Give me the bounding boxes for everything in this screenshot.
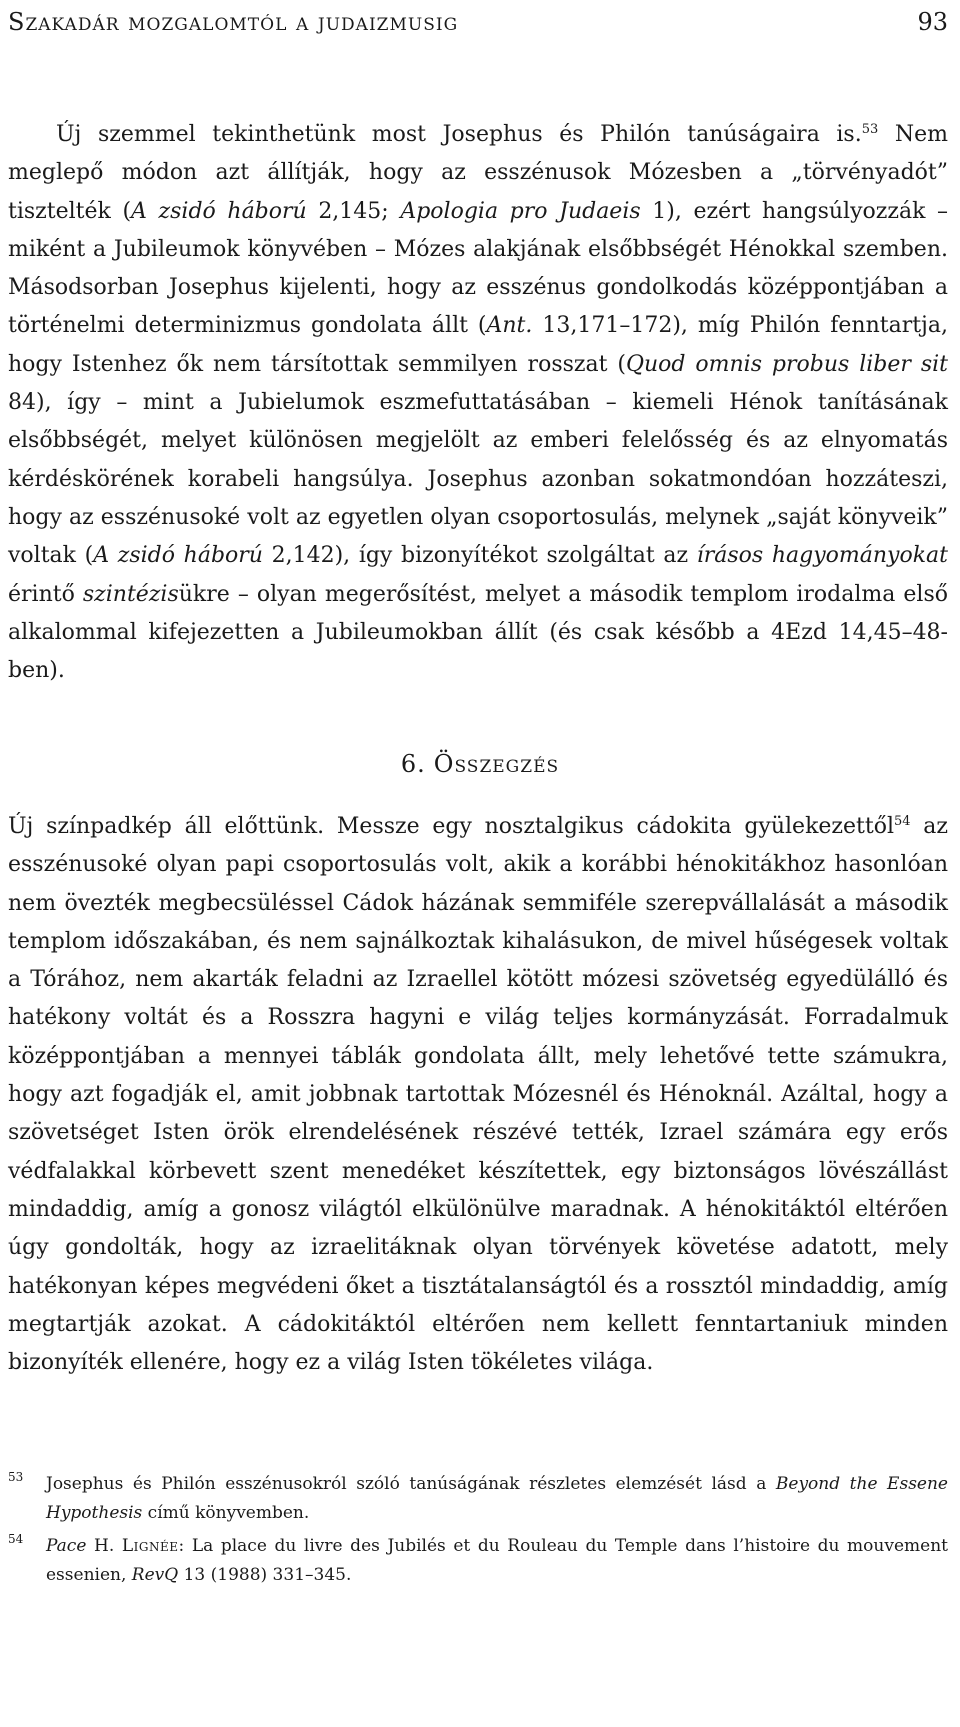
text-run: Új szemmel tekinthetünk most Josephus és Philón tanúságaira is. [56,122,862,147]
footnotes [8,1470,948,1594]
text-run: 1), ezért hangsúlyozzák – miként a Jubileumok könyvében – Mózes alakjának elsőbbségét Hénokkal szemben. Másodsorban Josephus kijelenti, hogy az esszénus gondolkodás középpontjában a történelmi determinizmus gondolata állt ( [8,198,949,339]
footnote-53 [8,1470,948,1528]
text-run: ükre – olyan megerősítést, melyet a második templom irodalma első alkalommal kifejezetten a Jubileumokban állít (és csak később a 4Ezd 14,45–48-ben). [8,581,949,684]
paragraph-summary [8,808,948,1382]
italic-title: Ant. [486,313,533,339]
footnote-text [46,1532,948,1590]
running-head [8,8,948,40]
section-number: 6. [400,750,426,778]
running-title: Szakadár mozgalomtól a judaizmusig [8,8,459,36]
italic-title: RevQ [131,1565,179,1585]
section-heading [0,750,960,778]
section-title: Összegzés [433,750,560,778]
italic-title: Quod omnis probus liber sit [625,351,948,377]
text-run: 84), így – mint a Jubielumok eszmefuttatásában – kiemeli Hénok tanításának elsőbbségét, melyet különösen megjelölt az emberi felelősség és az elnyomatás kérdéskörének korabeli hangsúlya. Josephus azonban sokatmondóan hozzáteszi, hogy az esszénusoké volt az egyetlen olyan csoportosulás, melynek „saját könyveik” voltak ( [8,390,948,569]
italic-term: Pace [46,1536,87,1556]
text-run: H. [86,1536,122,1556]
footnote-ref-53[interactable]: 53 [861,122,879,137]
text-run: 13 (1988) 331–345. [178,1565,352,1585]
footnote-ref-54[interactable]: 54 [894,814,911,829]
text-run: 2,145; [306,198,401,224]
text-run: 13,171–172), míg Philón fenntartja, hogy Istenhez ők nem társítottak semmilyen rosszat ( [8,313,948,377]
italic-title: A zsidó háború [93,543,263,569]
footnote-number: 54 [8,1532,24,1546]
author-name: Lignée [121,1536,179,1556]
italic-term: szintézis [82,581,179,607]
footnote-text [46,1470,948,1528]
text-run: : La place du livre des Jubilés et du Rouleau du Temple dans l’histoire du mouvement essenien, [46,1536,948,1585]
italic-title: A zsidó háború [131,198,307,224]
footnote-number: 53 [8,1470,24,1484]
italic-term: írásos hagyományokat [696,543,949,569]
text-run: című könyvemben. [142,1503,310,1523]
footnote-54 [8,1532,948,1590]
text-run: az esszénusoké olyan papi csoportosulás volt, akik a korábbi hénokitákhoz hasonlóan nem övezték megbecsüléssel Cádok házának semmiféle szerepvállalását a második templom időszakában, és nem sajnálkoztak kihalásukon, de mivel hűségesek voltak a Tórához, nem akarták feladni az Izraellel kötött mózesi szövetség egyedülálló és hatékony voltát és a Rosszra hagyni e világ teljes kormányzását. Forradalmuk középpontjában a mennyei táblák gondolata állt, mely lehetővé tette számukra, hogy azt fogadják el, amit jobbnak tartottak Mózesnél és Hénoknál. Azáltal, hogy a szövetséget Isten örök elrendelésének részévé tették, Izrael számára egy erős védfalakkal körbevett szent menedéket készítettek, egy biztonságos lövészállást mindaddig, amíg a gonosz világtól elkülönülve maradnak. A hénokitáktól eltérően úgy gondolták, hogy az izraelitáknak olyan törvények követése adatott, mely hatékonyan képes megvédeni őket a tisztátalanságtól és a rossztól mindaddig, amíg megtartják azokat. A cádokitáktól eltérően nem kellett fenntartaniuk minden bizonyíték ellenére, hogy ez a világ Isten tökéletes világa. [8,814,948,1376]
text-run: Nem meglepő módon azt állítják, hogy az esszénusok Mózesben a „törvényadót” tisztelték ( [8,122,949,224]
italic-title: Beyond the Essene Hypothesis [46,1474,948,1523]
italic-title: Apologia pro Judaeis [400,198,641,224]
text-run: Új színpadkép áll előttünk. Messze egy nosztalgikus cádokita gyülekezettől [8,814,895,839]
text-run: 2,142), így bizonyítékot szolgáltat az [262,543,697,569]
paragraph-josephus-philon [8,116,948,690]
page-number: 93 [917,8,948,36]
text-run: érintő [8,581,83,607]
text-run: Josephus és Philón esszénusokról szóló tanúságának részletes elemzését lásd a [46,1474,776,1494]
